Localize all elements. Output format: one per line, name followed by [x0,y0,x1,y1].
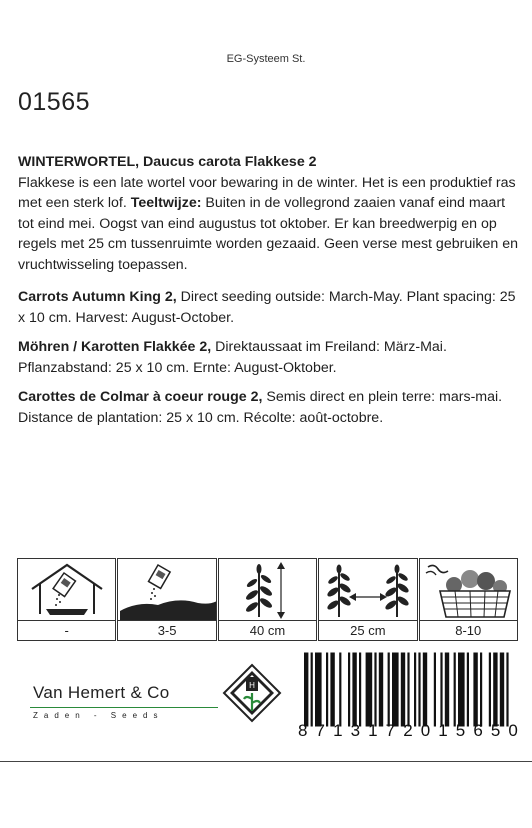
barcode-digit: 5 [490,721,501,740]
title-nl: WINTERWORTEL, Daucus carota Flakkese 2 [18,154,317,170]
caption-spacing: 25 cm [350,623,386,638]
outdoor-sowing-icon [118,559,215,621]
barcode-bar [401,653,405,727]
caption-harvest: 8-10 [455,623,482,638]
barcode-digit: 1 [333,721,343,740]
brand-emblem-icon [222,663,282,723]
barcode-digit: 7 [315,721,325,740]
barcode-digit: 2 [403,721,413,740]
barcode-bar [330,653,334,727]
icon-cell-spacing [318,558,417,641]
caption-outdoor: 3-5 [157,623,177,638]
barcode-digit: 1 [368,721,378,740]
brand-tagline: Zaden - Seeds [33,711,164,720]
barcode-digit: 7 [385,721,396,740]
caption-greenhouse: - [64,623,69,638]
icon-cell-outdoor [117,558,216,641]
plant-spacing-icon [319,559,416,621]
greenhouse-sowing-icon [18,559,115,621]
barcode-bar [434,653,436,727]
barcode-bar [311,653,313,727]
barcode-bar [506,653,508,727]
caption-height: 40 cm [249,623,286,638]
barcode-digits [298,721,518,741]
barcode-bar [493,653,497,727]
text-en: Direct seeding outside: March-May. Plant spacing: 25 x 10 cm. Harvest: August-October. [18,289,516,326]
barcode-bar [418,653,420,727]
barcode-bar [407,653,409,727]
title-fr: Carottes de Colmar à coeur rouge 2, [18,389,263,405]
barcode-bar [489,653,491,727]
barcode-bar [366,653,373,727]
barcode-digit: 1 [438,721,448,740]
description-de [18,337,518,378]
text-fr: Semis direct en plein terre: mars-mai. Distance de plantation: 25 x 10 cm. Récolte: août-octobre. [18,389,503,426]
title-en: Carrots Autumn King 2, [18,289,177,305]
barcode-bar [379,653,383,727]
icon-cell-height [218,558,317,641]
barcode-bar [388,653,390,727]
barcode-bar [467,653,469,727]
description-fr [18,387,518,428]
barcode-bar [458,653,465,727]
brand-name: Van Hemert & Co [33,683,170,702]
harvest-basket-icon [420,559,517,621]
barcode-digit: 0 [420,721,431,740]
barcode-bar [500,653,504,727]
barcode-bar [315,653,322,727]
icon-cell-harvest [419,558,518,641]
text-nl-a: Flakkese is een late wortel voor bewaring in de winter. Het is een produktief ras met een sterk lof. [18,174,516,211]
barcode-bar [374,653,376,727]
barcode-bar [454,653,456,727]
barcode-bar [480,653,482,727]
barcode-digit: 3 [350,721,361,740]
barcode-digit: 8 [298,721,308,740]
barcode-digit: 6 [473,721,483,740]
svg-text:H: H [249,681,255,690]
text-nl-b: Buiten in de vollegrond zaaien vanaf eind maart tot eind mei. Oogst van eind augustus tot oktober. Er kan breedwerpig en op regels met 25 cm tussenruimte worden gezaaid. Geen verse mest gebruiken en vruchtwisseling toepassen. [18,195,518,273]
article-number: 01565 [18,88,91,116]
barcode-digit: 0 [508,721,518,740]
description-en [18,287,518,328]
barcode-bar [414,653,416,727]
barcode-bar [348,653,350,727]
barcode-bar [326,653,328,727]
barcode-bar [445,653,449,727]
brand-underline [30,707,218,708]
cultivation-icons [17,558,514,641]
certification-label: EG-Systeem St. [226,53,306,65]
text-de: Direktaussaat im Freiland: März-Mai. Pflanzabstand: 25 x 10 cm. Ernte: August-Oktober. [18,339,447,376]
barcode-bar [304,653,308,727]
barcode-digit: 5 [455,721,466,740]
brand-logo [30,683,220,723]
bottom-rule [0,761,532,762]
barcode-bar [359,653,361,727]
description-nl [18,152,518,275]
barcode-bar [339,653,341,727]
barcode-bar [392,653,399,727]
icon-cell-greenhouse [17,558,116,641]
title-de: Möhren / Karotten Flakkée 2, [18,339,212,355]
plant-height-icon [219,559,316,621]
teeltwijze-label: Teeltwijze: [130,195,202,211]
barcode-bar [473,653,477,727]
barcode-bar [440,653,442,727]
barcode-bar [423,653,427,727]
barcode-bar [352,653,356,727]
